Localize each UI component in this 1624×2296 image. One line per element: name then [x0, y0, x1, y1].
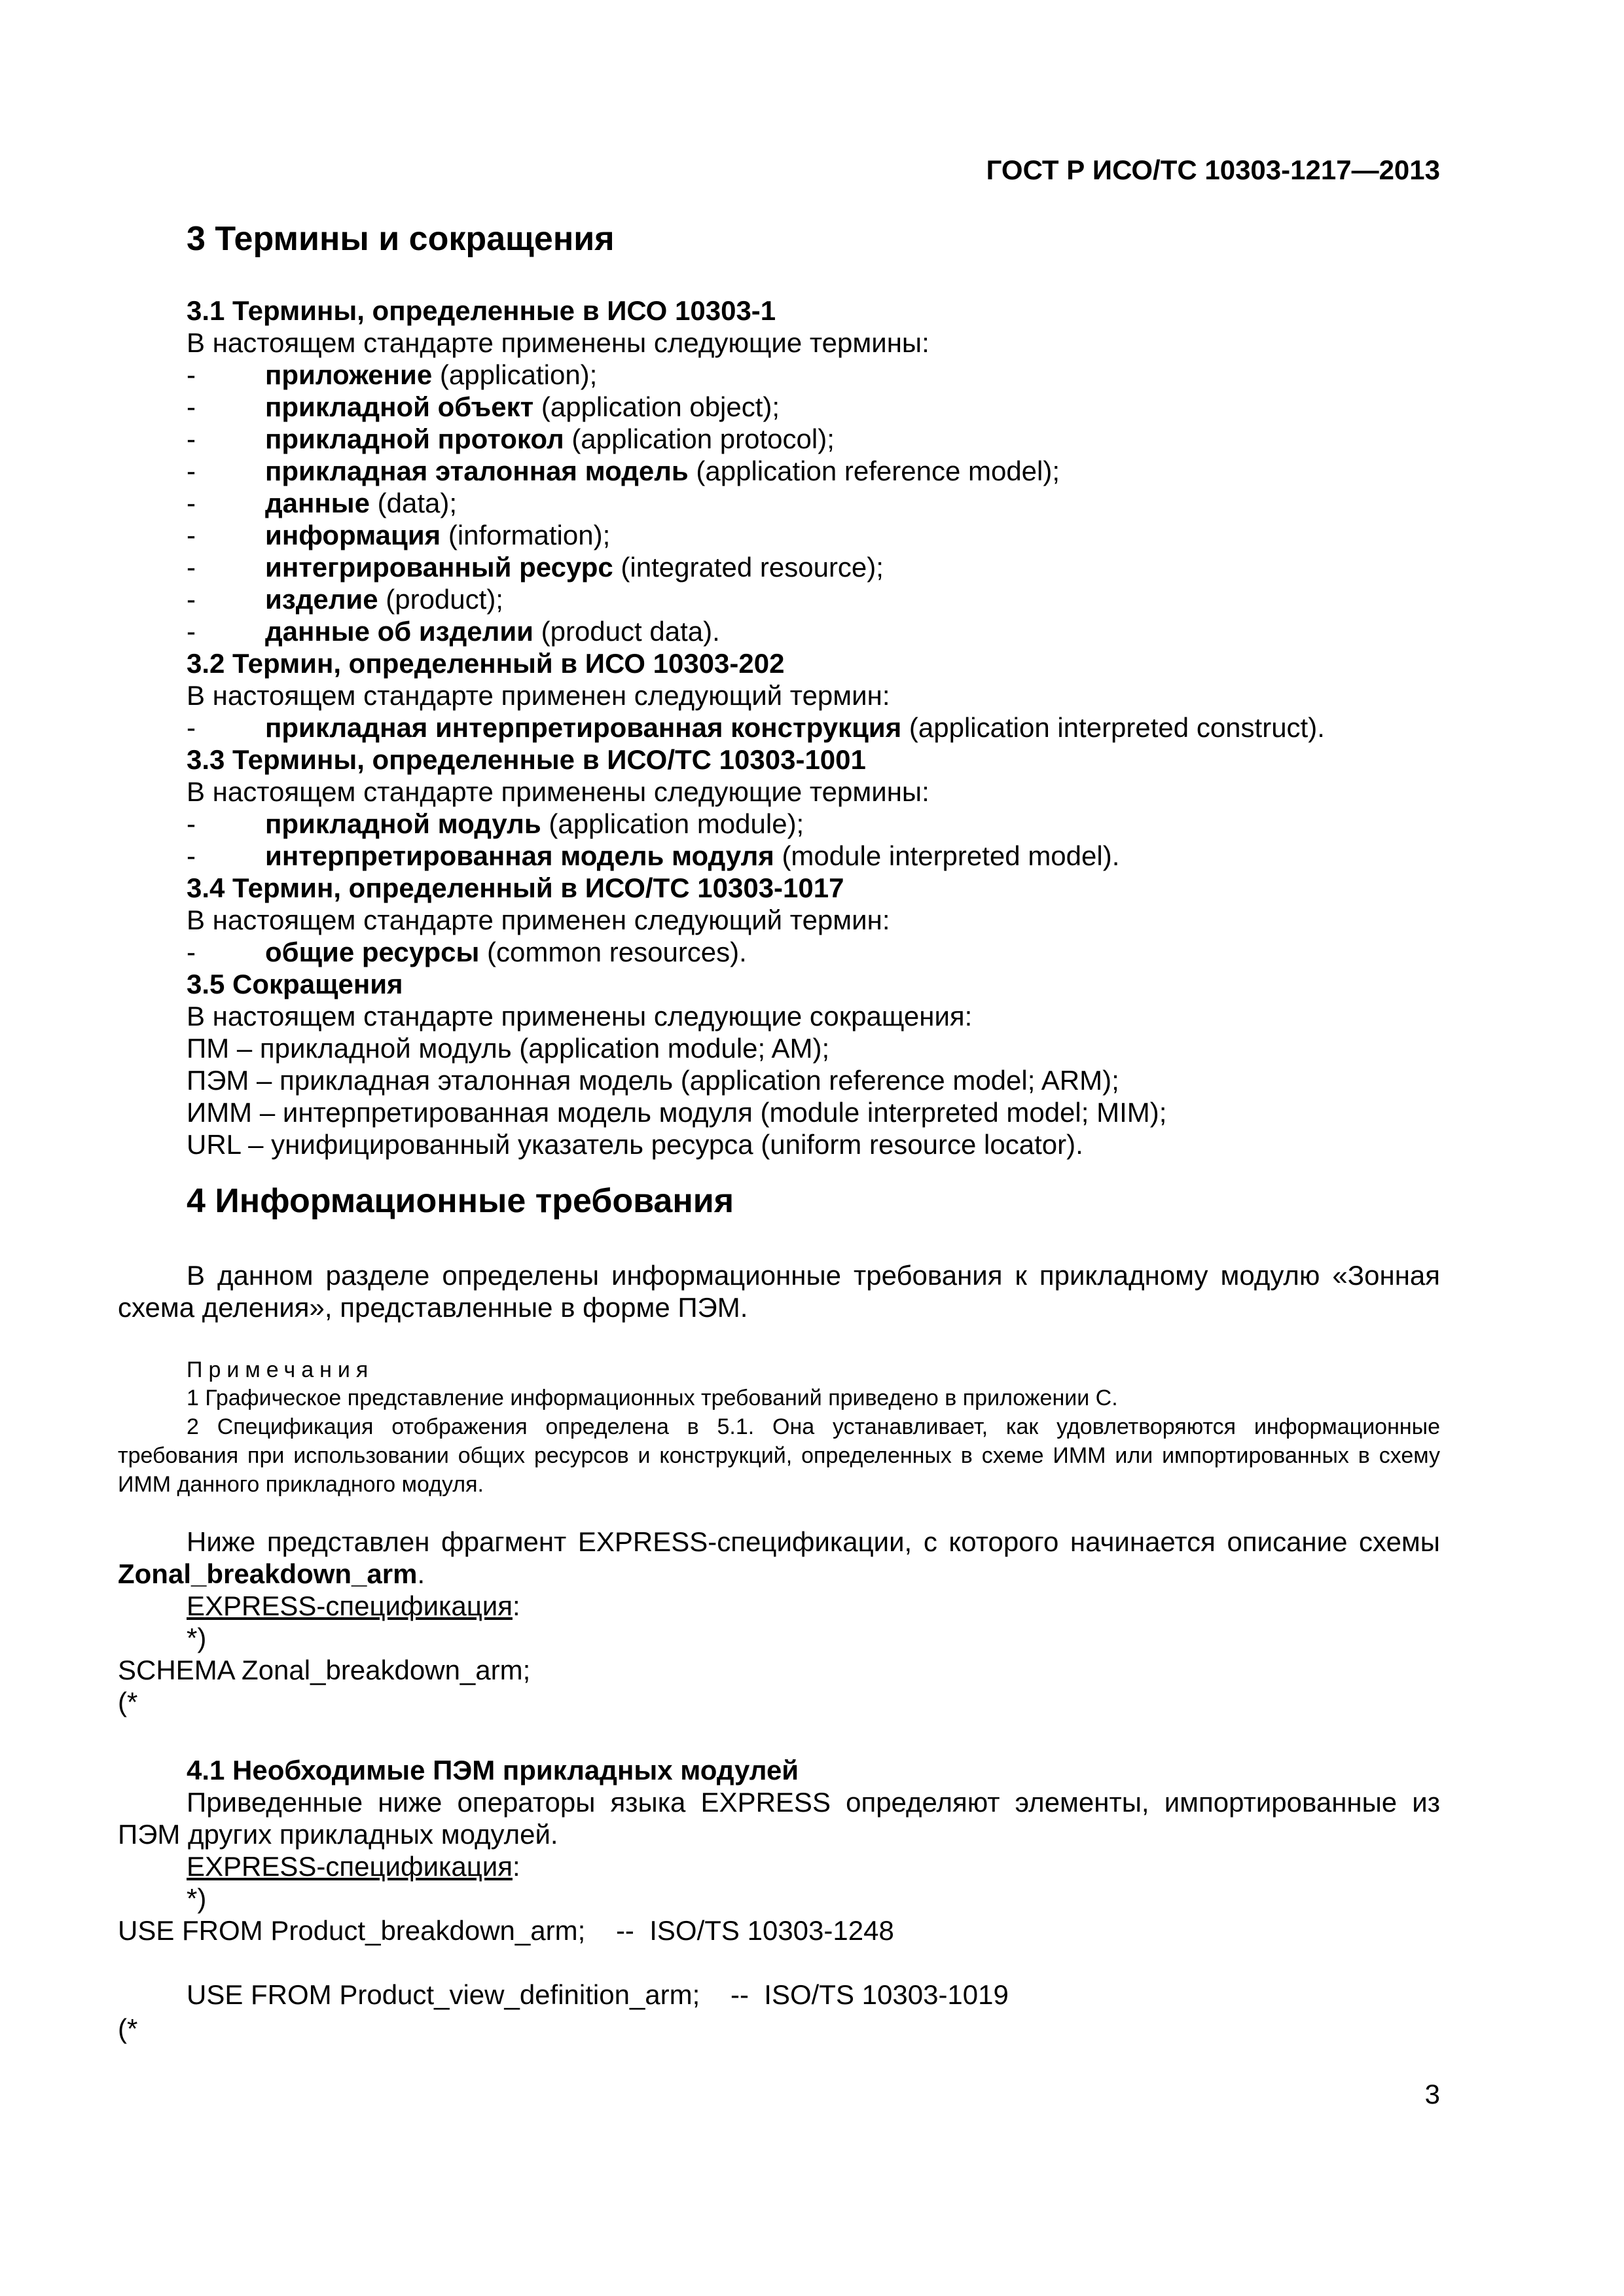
express-spec-label-2 [187, 1850, 520, 1882]
term-ru: прикладная эталонная модель [265, 456, 689, 486]
term-en: (application interpreted construct). [901, 712, 1325, 743]
subsection-3-3-intro: В настоящем стандарте применены следующие термины: [187, 776, 929, 807]
subsection-4-1-text-body: Приведенные ниже операторы языка EXPRESS определяют элементы, импортированные из ПЭМ других прикладных модулей. [118, 1787, 1440, 1850]
list-dash: - [187, 456, 196, 486]
list-dash: - [187, 937, 196, 967]
list-dash: - [187, 520, 196, 550]
express-intro-text: Ниже представлен фрагмент EXPRESS-спецификации, с которого начинается описание схемы [187, 1526, 1440, 1557]
term-item [265, 551, 884, 583]
term-item [265, 359, 597, 391]
list-dash: - [187, 712, 196, 743]
term-en: (information); [441, 520, 611, 550]
code-use-line-1: USE FROM Product_breakdown_arm; -- ISO/TS 10303-1248 [118, 1915, 894, 1946]
section-4-title: 4 Информационные требования [187, 1182, 734, 1220]
subsection-3-5-title: 3.5 Сокращения [187, 969, 403, 999]
subsection-4-1-text [118, 1786, 1440, 1850]
subsection-4-1-title: 4.1 Необходимые ПЭМ прикладных модулей [187, 1755, 799, 1785]
term-en: (application module); [541, 808, 804, 839]
list-dash: - [187, 840, 196, 871]
term-ru: интегрированный ресурс [265, 552, 613, 583]
term-ru: данные [265, 488, 370, 518]
express-intro [118, 1526, 1440, 1590]
term-item [265, 808, 804, 840]
list-dash: - [187, 616, 196, 647]
standard-code: ГОСТ Р ИСО/ТС 10303-1217—2013 [986, 154, 1440, 185]
schema-name: Zonal_breakdown_arm [118, 1558, 418, 1589]
express-spec-label [187, 1590, 520, 1622]
term-en: (application protocol); [564, 423, 835, 454]
subsection-3-3-title: 3.3 Термины, определенные в ИСО/ТС 10303-1001 [187, 744, 866, 775]
term-en: (application reference model); [688, 456, 1060, 486]
express-spec-colon-2: : [512, 1851, 520, 1882]
subsection-3-2-title: 3.2 Термин, определенный в ИСО 10303-202 [187, 648, 785, 679]
subsection-3-2-intro: В настоящем стандарте применен следующий термин: [187, 680, 890, 711]
section-4-intro [118, 1259, 1440, 1323]
code-schema-line: SCHEMA Zonal_breakdown_arm; [118, 1655, 531, 1685]
term-item [265, 615, 720, 647]
code-open-comment: *) [187, 1623, 207, 1653]
term-en: (module interpreted model). [774, 840, 1120, 871]
note-1: 1 Графическое представление информационных требований приведено в приложении С. [187, 1386, 1118, 1410]
term-ru: прикладной протокол [265, 423, 564, 454]
code-open-comment-2: *) [187, 1883, 207, 1914]
term-item [265, 487, 457, 519]
term-item [265, 711, 1325, 744]
term-ru: приложение [265, 359, 433, 390]
list-dash: - [187, 552, 196, 583]
term-en: (product); [378, 584, 503, 615]
term-ru: данные об изделии [265, 616, 533, 647]
abbreviation-item: URL – унифицированный указатель ресурса (uniform resource locator). [187, 1129, 1083, 1160]
term-en: (data); [369, 488, 458, 518]
term-item [265, 423, 835, 455]
term-en: (application); [432, 359, 598, 390]
subsection-3-4-title: 3.4 Термин, определенный в ИСО/ТС 10303-1017 [187, 872, 844, 903]
subsection-3-1-intro: В настоящем стандарте применены следующие термины: [187, 327, 929, 358]
term-ru: изделие [265, 584, 378, 615]
term-ru: интерпретированная модель модуля [265, 840, 774, 871]
term-item [265, 519, 610, 551]
notes-title: Примечания [187, 1357, 374, 1382]
note-2-text: 2 Спецификация отображения определена в 5.1. Она устанавливает, как удовлетворяются информационные требования при использовании общих ресурсов и конструкций, определенных в схеме ИММ или импортированных в схему ИММ данного прикладного модуля. [118, 1414, 1440, 1497]
list-dash: - [187, 423, 196, 454]
term-item [265, 391, 780, 423]
list-dash: - [187, 391, 196, 422]
code-close-comment-2: (* [118, 2013, 138, 2044]
express-spec-link-2: EXPRESS-спецификация [187, 1851, 513, 1882]
code-close-comment: (* [118, 1687, 138, 1717]
express-spec-colon: : [512, 1590, 520, 1621]
subsection-3-1-title: 3.1 Термины, определенные в ИСО 10303-1 [187, 295, 776, 326]
term-en: (common resources). [479, 937, 747, 967]
term-en: (product data). [533, 616, 720, 647]
term-en: (application object); [533, 391, 780, 422]
term-ru: прикладной модуль [265, 808, 541, 839]
express-intro-period: . [417, 1558, 425, 1589]
subsection-3-5-intro: В настоящем стандарте применены следующие сокращения: [187, 1001, 973, 1031]
list-dash: - [187, 488, 196, 518]
note-2 [118, 1412, 1440, 1499]
abbreviation-item: ПЭМ – прикладная эталонная модель (application reference model; ARM); [187, 1065, 1119, 1096]
term-item [265, 583, 503, 615]
term-ru: прикладной объект [265, 391, 534, 422]
section-3-title: 3 Термины и сокращения [187, 220, 615, 258]
term-item [265, 936, 747, 968]
term-en: (integrated resource); [613, 552, 884, 583]
express-spec-link: EXPRESS-спецификация [187, 1590, 513, 1621]
term-item [265, 840, 1119, 872]
abbreviation-item: ИММ – интерпретированная модель модуля (module interpreted model; MIM); [187, 1097, 1167, 1128]
term-ru: общие ресурсы [265, 937, 480, 967]
term-ru: прикладная интерпретированная конструкция [265, 712, 902, 743]
list-dash: - [187, 359, 196, 390]
list-dash: - [187, 808, 196, 839]
list-dash: - [187, 584, 196, 615]
code-use-line-2: USE FROM Product_view_definition_arm; -- ISO/TS 10303-1019 [187, 1979, 1009, 2010]
page-number: 3 [1424, 2079, 1440, 2109]
section-4-intro-text: В данном разделе определены информационные требования к прикладному модулю «Зонная схема деления», представленные в форме ПЭМ. [118, 1260, 1440, 1323]
term-ru: информация [265, 520, 441, 550]
subsection-3-4-intro: В настоящем стандарте применен следующий термин: [187, 905, 890, 935]
term-item [265, 455, 1060, 487]
abbreviation-item: ПМ – прикладной модуль (application module; AM); [187, 1033, 830, 1064]
